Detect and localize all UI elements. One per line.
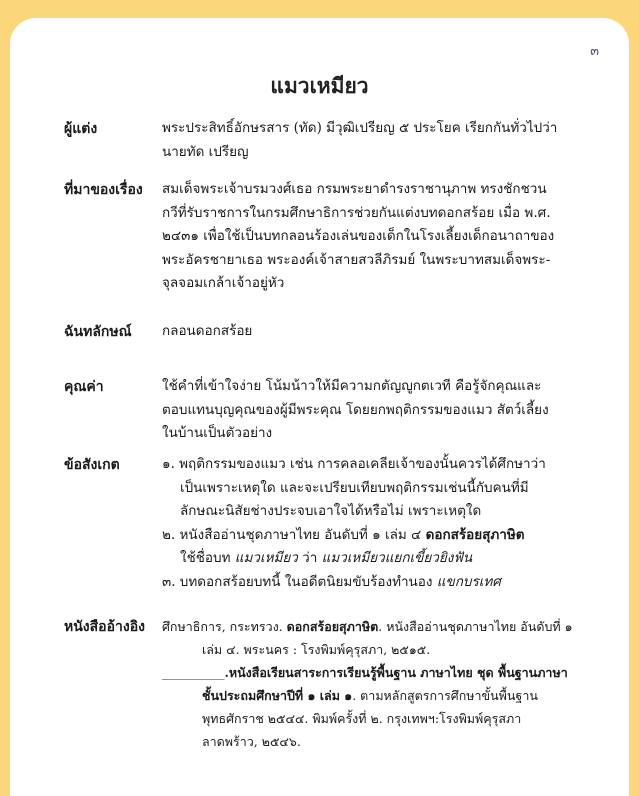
melody-name: แขกบรเทศ xyxy=(436,573,501,590)
author-content xyxy=(162,117,604,164)
note-item-1-line: เป็นเพราะเหตุใด และจะเปรียบเทียบพฤติกรรมเช่นนี้กับคนที่มี xyxy=(180,479,529,496)
origin-line: จุลจอมเกล้าเจ้าอยู่หัว xyxy=(162,275,285,291)
poem-title-a: แมวเหมียว xyxy=(234,550,298,566)
page-number: ๓ xyxy=(590,44,599,59)
reference-2-line: ลาดพร้าว, ๒๕๔๖. xyxy=(202,734,301,749)
references-content xyxy=(162,615,604,753)
reference-1-line xyxy=(162,615,604,638)
note-item-1-line: ลักษณะนิสัยช่างประจบเอาใจได้หรือไม่ เพราะเหตุใด xyxy=(180,503,482,519)
reference-2-line: พุทธศักราช ๒๕๔๔. พิมพ์ครั้งที่ ๒. กรุงเทพฯ:โรงพิมพ์คุรุสภา xyxy=(202,711,522,726)
note-item-3-prefix: ๓. บทดอกสร้อยบทนี้ ในอดีตนิยมขับร้องทำนอง xyxy=(162,573,437,590)
note-item-2-line xyxy=(162,547,604,571)
value-content xyxy=(162,375,604,446)
poem-title-b: แมวเหมียวแยกเขี้ยวยิงฟัน xyxy=(321,550,473,566)
origin-content xyxy=(162,178,604,296)
document-page xyxy=(10,18,629,796)
value-line: ตอบแทนบุญคุณของผู้มีพระคุณ โดยยกพฤติกรรมของแมว สัตว์เลี้ยง xyxy=(162,401,549,418)
note-item-2-mid: ว่า xyxy=(297,550,322,566)
author-label: ผู้แต่ง xyxy=(64,121,98,137)
reference-1-suffix: . หนังสืออ่านชุดภาษาไทย อันดับที่ ๑ xyxy=(378,619,573,634)
origin-line: สมเด็จพระเจ้าบรมวงศ์เธอ กรมพระยาดำรงราชานุภาพ ทรงชักชวน xyxy=(162,181,547,197)
reference-2-line2-suffix: . ตามหลักสูตรการศึกษาขั้นพื้นฐาน xyxy=(352,688,538,703)
page-title: แมวเหมียว xyxy=(270,73,369,98)
reference-2-blank: __________ xyxy=(162,665,225,680)
references-label: หนังสืออ้างอิง xyxy=(64,619,145,635)
reference-1-prefix: ศึกษาธิการ, กระทรวง. xyxy=(162,619,287,634)
reference-2-line xyxy=(162,684,604,707)
reference-1-title: ดอกสร้อยสุภาษิต xyxy=(286,619,379,634)
origin-label: ที่มาของเรื่อง xyxy=(64,182,143,198)
author-line: นายทัด เปรียญ xyxy=(162,143,249,160)
notes-content xyxy=(162,453,604,594)
value-line: ใช้คำที่เข้าใจง่าย โน้มน้าวให้มีความกตัญญูกตเวที คือรู้จักคุณและ xyxy=(162,378,542,394)
prosody-label: ฉันทลักษณ์ xyxy=(64,324,132,340)
origin-line: พระอัครชายาเธอ พระองค์เจ้าสายสวลีภิรมย์ ในพระบาทสมเด็จพระ- xyxy=(162,251,551,268)
reference-2-line xyxy=(162,661,604,684)
prosody-content xyxy=(162,320,604,344)
prosody-line: กลอนดอกสร้อย xyxy=(162,323,253,339)
origin-line: ๒๔๓๑ เพื่อใช้เป็นบทกลอนร้องเล่นของเด็กในโรงเลี้ยงเด็กอนาถาของ xyxy=(162,228,555,244)
reference-1-line: เล่ม ๔. พระนคร : โรงพิมพ์คุรุสภา, ๒๕๑๕. xyxy=(202,642,431,657)
note-item-3-line xyxy=(162,571,604,595)
note-item-2-prefix: ๒. หนังสืออ่านชุดภาษาไทย อันดับที่ ๑ เล่ม ๔ xyxy=(162,526,426,543)
notes-label: ข้อสังเกต xyxy=(64,457,120,473)
origin-line: กวีที่รับราชการในกรมศึกษาธิการช่วยกันแต่งบทดอกสร้อย เมื่อ พ.ศ. xyxy=(162,204,551,221)
note-item-1-line: ๑. พฤติกรรมของแมว เช่น การคลอเคลียเจ้าของนั้นควรได้ศึกษาว่า xyxy=(162,456,546,472)
reference-2-title: .หนังสือเรียนสาระการเรียนรู้พื้นฐาน ภาษาไทย ชุด พื้นฐานภาษา xyxy=(224,665,568,680)
note-item-2-line2-prefix: ใช้ชื่อบท xyxy=(180,550,235,566)
book-title: ดอกสร้อยสุภาษิต xyxy=(425,526,525,543)
author-line: พระประสิทธิ์อักษรสาร (ทัด) มีวุฒิเปรียญ ๕ ประโยค เรียกกันทั่วไปว่า xyxy=(162,120,558,136)
value-label: คุณค่า xyxy=(64,379,104,395)
reference-2-title-cont: ชั้นประถมศึกษาปีที่ ๑ เล่ม ๑ xyxy=(202,688,353,703)
note-item-2-line xyxy=(162,524,604,548)
value-line: ในบ้านเป็นตัวอย่าง xyxy=(162,425,273,441)
